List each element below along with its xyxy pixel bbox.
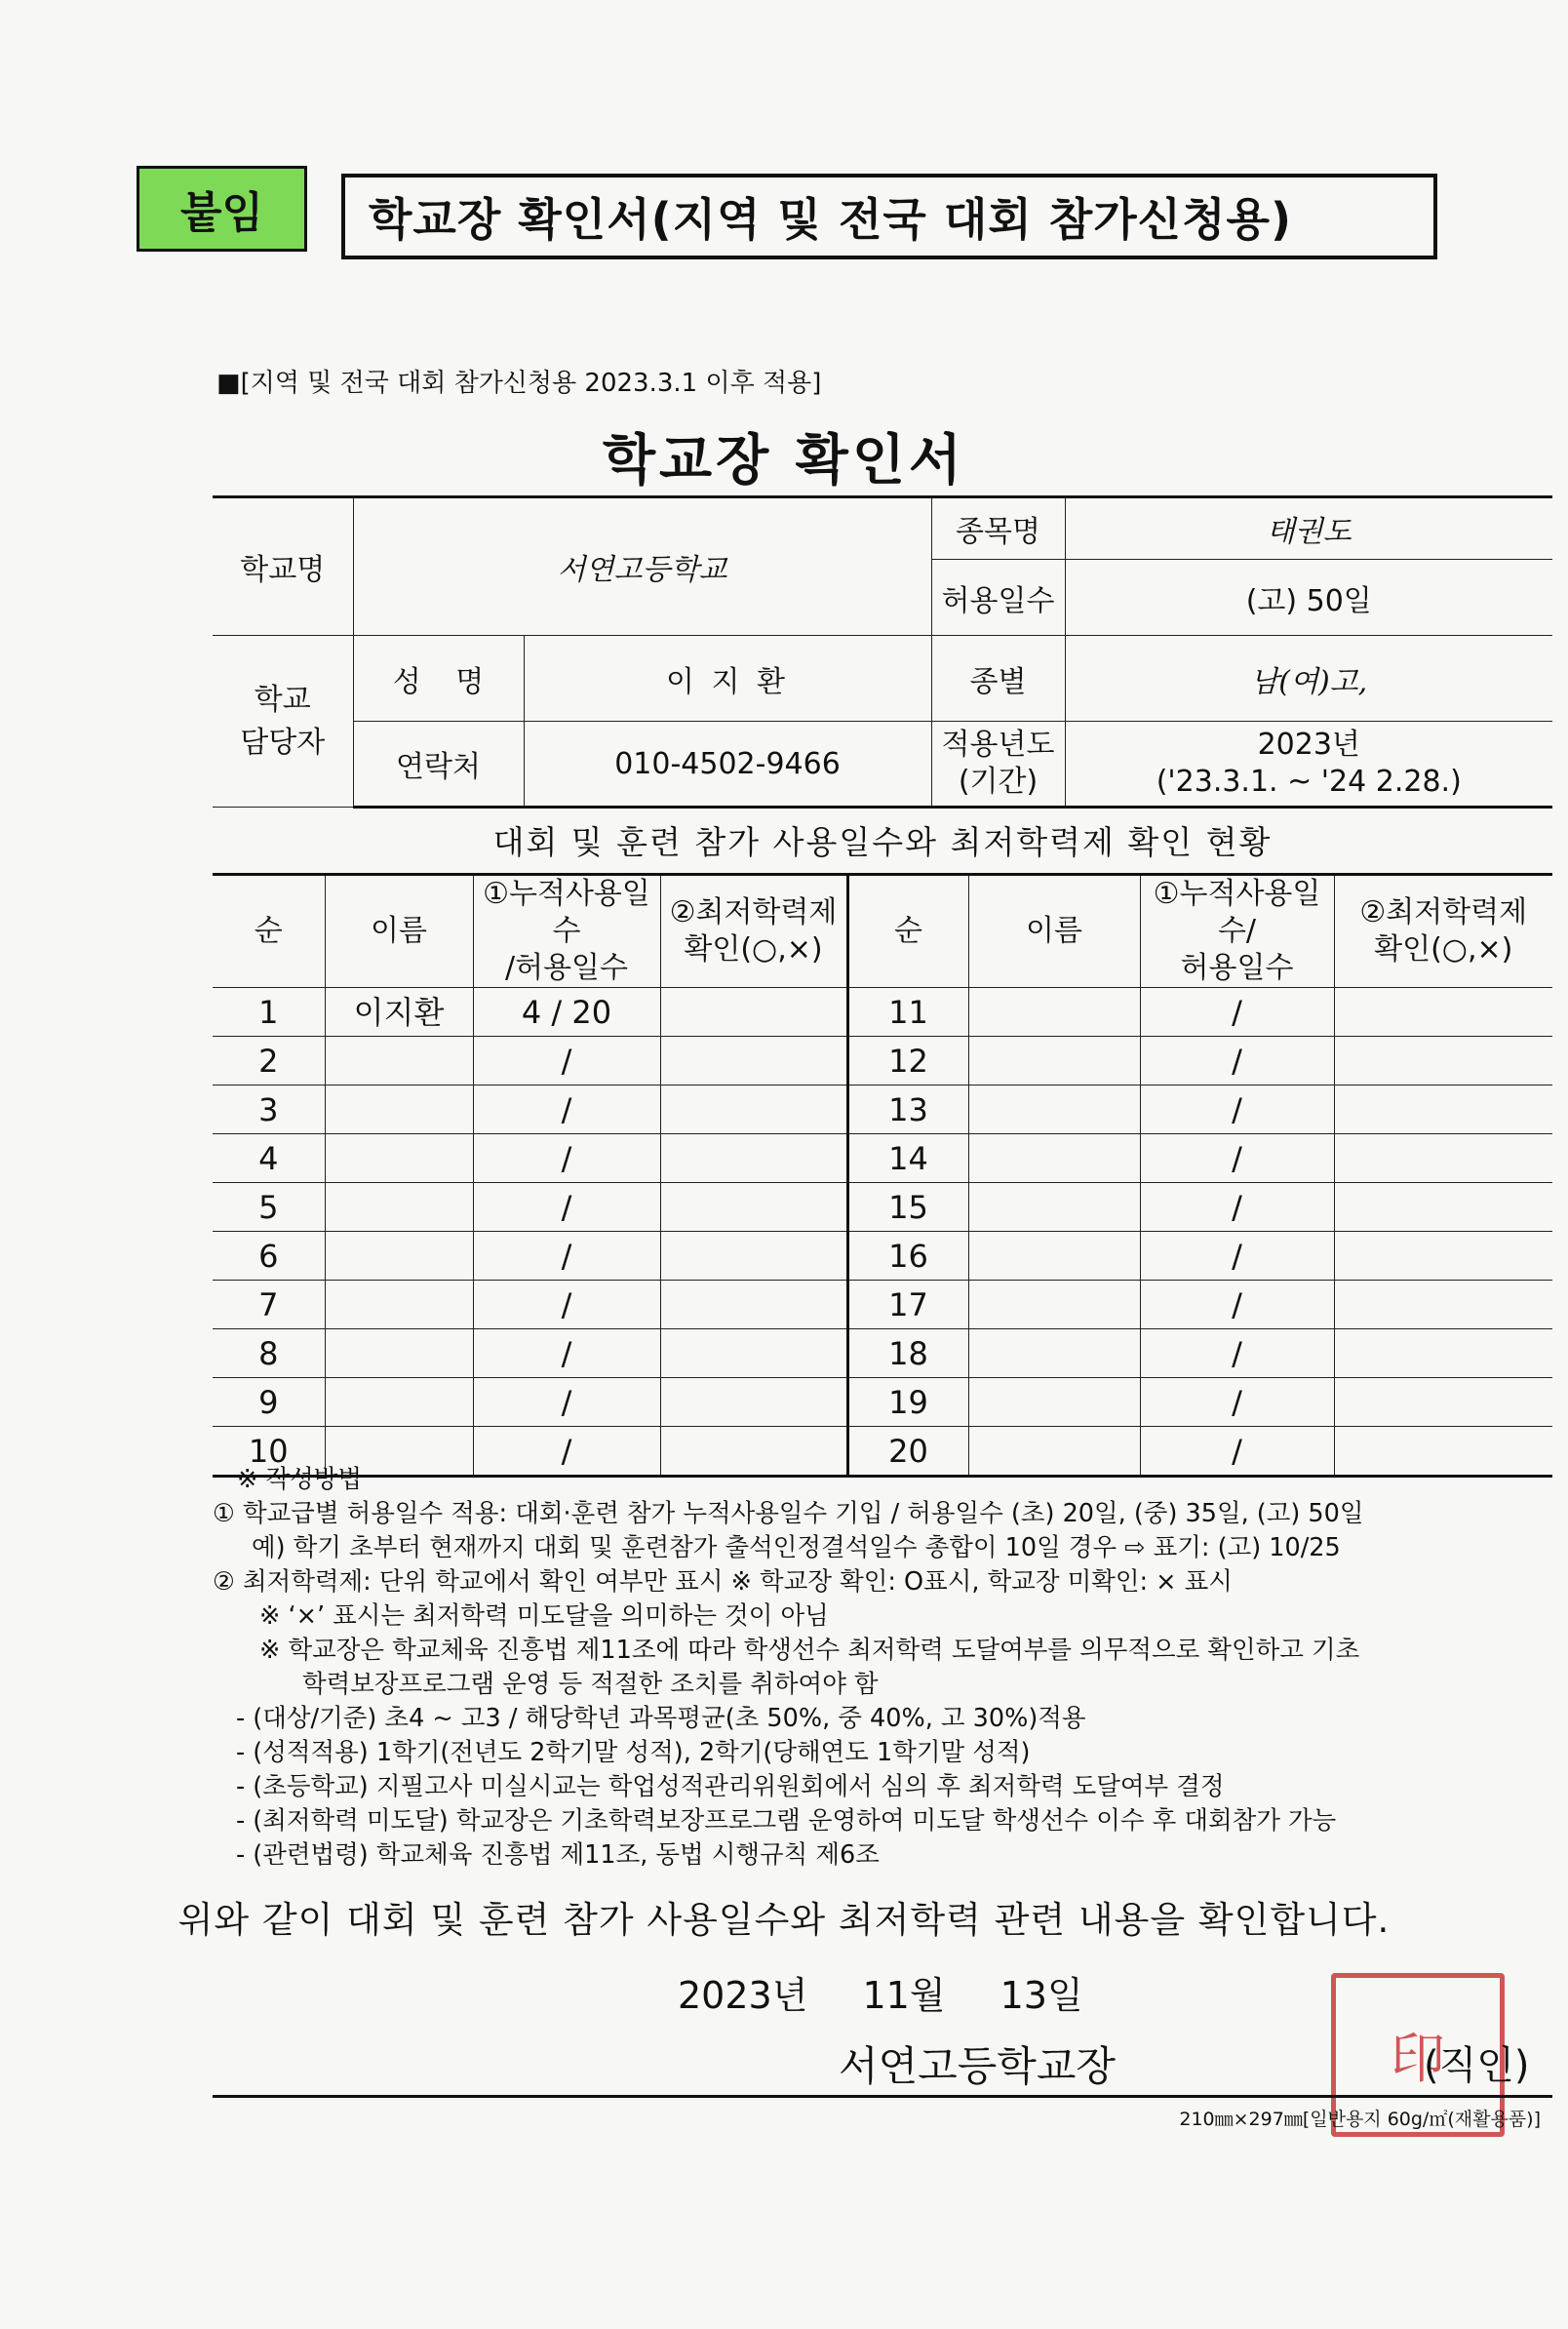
row-days-right: / [1140,1183,1334,1232]
school-info-table [213,495,1552,809]
row-days-right: / [1140,1037,1334,1086]
method-line-10: - (최저학력 미도달) 학교장은 기초학력보장프로그램 운영하여 미도달 학생선수 이수 후 대회참가 가능 [236,1806,1337,1836]
status-section-title: 대회 및 훈련 참가 사용일수와 최저학력제 확인 현황 [492,823,1273,861]
row-days-left: / [473,1037,660,1086]
row-check-left [660,1378,847,1427]
row-days-right: / [1140,1232,1334,1281]
row-number-right: 20 [847,1427,968,1477]
row-days-right: / [1140,1378,1334,1427]
paper-spec: 210㎜×297㎜[일반용지 60g/㎡(재활용품)] [1179,2109,1541,2130]
allowed-days-value: (고) 50일 [1065,560,1552,636]
row-days-left: / [473,1378,660,1427]
method-line-1: ① 학교급별 허용일수 적용: 대회·훈련 참가 누적사용일수 기입 / 허용일수 (초) 20일, (중) 35일, (고) 50일 [213,1499,1364,1528]
row-check-left [660,1183,847,1232]
row-check-left [660,988,847,1037]
row-number-right: 14 [847,1134,968,1183]
header-name-right: 이름 [968,875,1140,988]
row-name-left [325,1232,473,1281]
seal-label: (직인) [1424,2043,1530,2088]
row-number-right: 18 [847,1329,968,1378]
row-check-right [1334,1378,1552,1427]
row-name-right [968,1134,1140,1183]
table-row [213,1329,1552,1378]
table-row [213,1134,1552,1183]
table-header-row [213,875,1552,988]
row-number-right: 11 [847,988,968,1037]
row-number-left: 2 [213,1037,325,1086]
row-days-right: / [1140,1281,1334,1329]
gender-label: 종별 [931,636,1065,722]
row-name-right [968,1183,1140,1232]
row-days-right: / [1140,1427,1334,1477]
row-name-left [325,1329,473,1378]
writing-method [213,1463,1568,1873]
row-number-left: 10 [213,1427,325,1477]
row-name-right [968,1329,1140,1378]
header-check-right: ②최저학력제 확인(○,×) [1334,875,1552,988]
row-check-left [660,1232,847,1281]
row-days-left: 4 / 20 [473,988,660,1037]
allowed-days-label: 허용일수 [931,560,1065,636]
table-row [213,1232,1552,1281]
row-days-left: / [473,1183,660,1232]
name-value: 이 지 환 [524,636,931,722]
year-label: 적용년도 (기간) [931,722,1065,808]
row-check-left [660,1037,847,1086]
row-number-left: 8 [213,1329,325,1378]
row-name-left: 이지환 [325,988,473,1037]
method-line-6: 학력보장프로그램 운영 등 적절한 조치를 취하여야 함 [302,1670,879,1699]
row-check-right [1334,1329,1552,1378]
form-title-box [341,174,1437,259]
table-row [213,1086,1552,1134]
year-value: 2023년 [1257,728,1360,762]
row-number-right: 15 [847,1183,968,1232]
row-number-left: 4 [213,1134,325,1183]
school-label: 학교명 [213,497,353,636]
row-number-left: 6 [213,1232,325,1281]
row-days-right: / [1140,1086,1334,1134]
row-name-right [968,1086,1140,1134]
row-name-left [325,1086,473,1134]
bottom-divider [213,2095,1552,2098]
row-name-right [968,1232,1140,1281]
row-number-left: 3 [213,1086,325,1134]
row-name-right [968,1281,1140,1329]
row-check-left [660,1134,847,1183]
row-check-right [1334,988,1552,1037]
row-name-right [968,988,1140,1037]
issue-date: 2023년 11월 13일 [678,1974,1083,2017]
method-line-9: - (초등학교) 지필고사 미실시교는 학업성적관리위원회에서 심의 후 최저학력 도달여부 결정 [236,1772,1225,1801]
table-row [213,1037,1552,1086]
table-row [213,1378,1552,1427]
confirmation-statement: 위와 같이 대회 및 훈련 참가 사용일수와 최저학력 관련 내용을 확인합니다. [177,1899,1391,1941]
attachment-badge: 붙임 [137,166,307,252]
row-days-left: / [473,1427,660,1477]
row-days-right: / [1140,1134,1334,1183]
row-check-left [660,1086,847,1134]
row-check-left [660,1281,847,1329]
row-name-left [325,1134,473,1183]
year-period: ('23.3.1. ~ '24 2.28.) [1156,765,1462,799]
gender-value: 남(여)고, [1065,636,1552,722]
row-number-right: 13 [847,1086,968,1134]
header-no-left: 순 [213,875,325,988]
row-check-right [1334,1281,1552,1329]
table-row [213,1281,1552,1329]
method-line-3: ② 최저학력제: 단위 학교에서 확인 여부만 표시 ※ 학교장 확인: O표시, 학교장 미확인: × 표시 [213,1567,1233,1597]
row-number-right: 12 [847,1037,968,1086]
sport-label: 종목명 [931,497,1065,560]
row-check-right [1334,1037,1552,1086]
school-value: 서연고등학교 [353,497,931,636]
row-number-right: 17 [847,1281,968,1329]
method-line-2: 예) 학기 초부터 현재까지 대회 및 훈련참가 출석인정결석일수 총합이 10일 경우 ⇨ 표기: (고) 10/25 [252,1533,1341,1562]
header-days-right: ①누적사용일수/ 허용일수 [1140,875,1334,988]
row-name-right [968,1037,1140,1086]
form-title: 학교장 확인서(지역 및 전국 대회 참가신청용) [369,193,1292,246]
method-line-4: ※ ‘×’ 표시는 최저학력 미도달을 의미하는 것이 아님 [259,1601,829,1631]
applicability-note: ■[지역 및 전국 대회 참가신청용 2023.3.1 이후 적용] [216,369,822,398]
contact-value: 010-4502-9466 [524,722,931,808]
table-row [213,988,1552,1037]
row-days-left: / [473,1281,660,1329]
row-number-left: 7 [213,1281,325,1329]
row-number-left: 1 [213,988,325,1037]
table-row [213,1183,1552,1232]
contact-label: 연락처 [353,722,524,808]
row-check-right [1334,1134,1552,1183]
row-check-left [660,1329,847,1378]
row-check-right [1334,1183,1552,1232]
row-number-left: 9 [213,1378,325,1427]
participation-table [213,873,1552,1478]
year-cell [1065,722,1552,808]
row-days-right: / [1140,988,1334,1037]
row-days-left: / [473,1086,660,1134]
principal-signature: 서연고등학교장 [839,2042,1117,2090]
row-name-left [325,1281,473,1329]
method-title: ※ 작성방법 [237,1465,363,1494]
method-line-7: - (대상/기준) 초4 ~ 고3 / 해당학년 과목평균(초 50%, 중 40%, 고 30%)적용 [236,1704,1086,1733]
row-name-left [325,1183,473,1232]
row-check-right [1334,1232,1552,1281]
row-days-left: / [473,1232,660,1281]
row-name-right [968,1378,1140,1427]
method-line-8: - (성적적용) 1학기(전년도 2학기말 성적), 2학기(당해연도 1학기말 성적) [236,1738,1031,1767]
row-days-right: / [1140,1329,1334,1378]
row-name-left [325,1037,473,1086]
row-days-left: / [473,1134,660,1183]
header-no-right: 순 [847,875,968,988]
seal-glyph: 印 [1391,2028,1445,2091]
header-name-left: 이름 [325,875,473,988]
header-check-left: ②최저학력제 확인(○,×) [660,875,847,988]
row-number-right: 16 [847,1232,968,1281]
sport-value: 태권도 [1065,497,1552,560]
row-check-right [1334,1086,1552,1134]
method-line-11: - (관련법령) 학교체육 진흥법 제11조, 동법 시행규칙 제6조 [236,1840,880,1870]
manager-label: 학교 담당자 [213,636,353,808]
row-days-left: / [473,1329,660,1378]
row-number-left: 5 [213,1183,325,1232]
document-title: 학교장 확인서 [602,429,966,493]
name-label: 성 명 [353,636,524,722]
header-days-left: ①누적사용일수 /허용일수 [473,875,660,988]
row-number-right: 19 [847,1378,968,1427]
method-line-5: ※ 학교장은 학교체육 진흥법 제11조에 따라 학생선수 최저학력 도달여부를 의무적으로 확인하고 기초 [259,1636,1360,1665]
row-name-left [325,1378,473,1427]
